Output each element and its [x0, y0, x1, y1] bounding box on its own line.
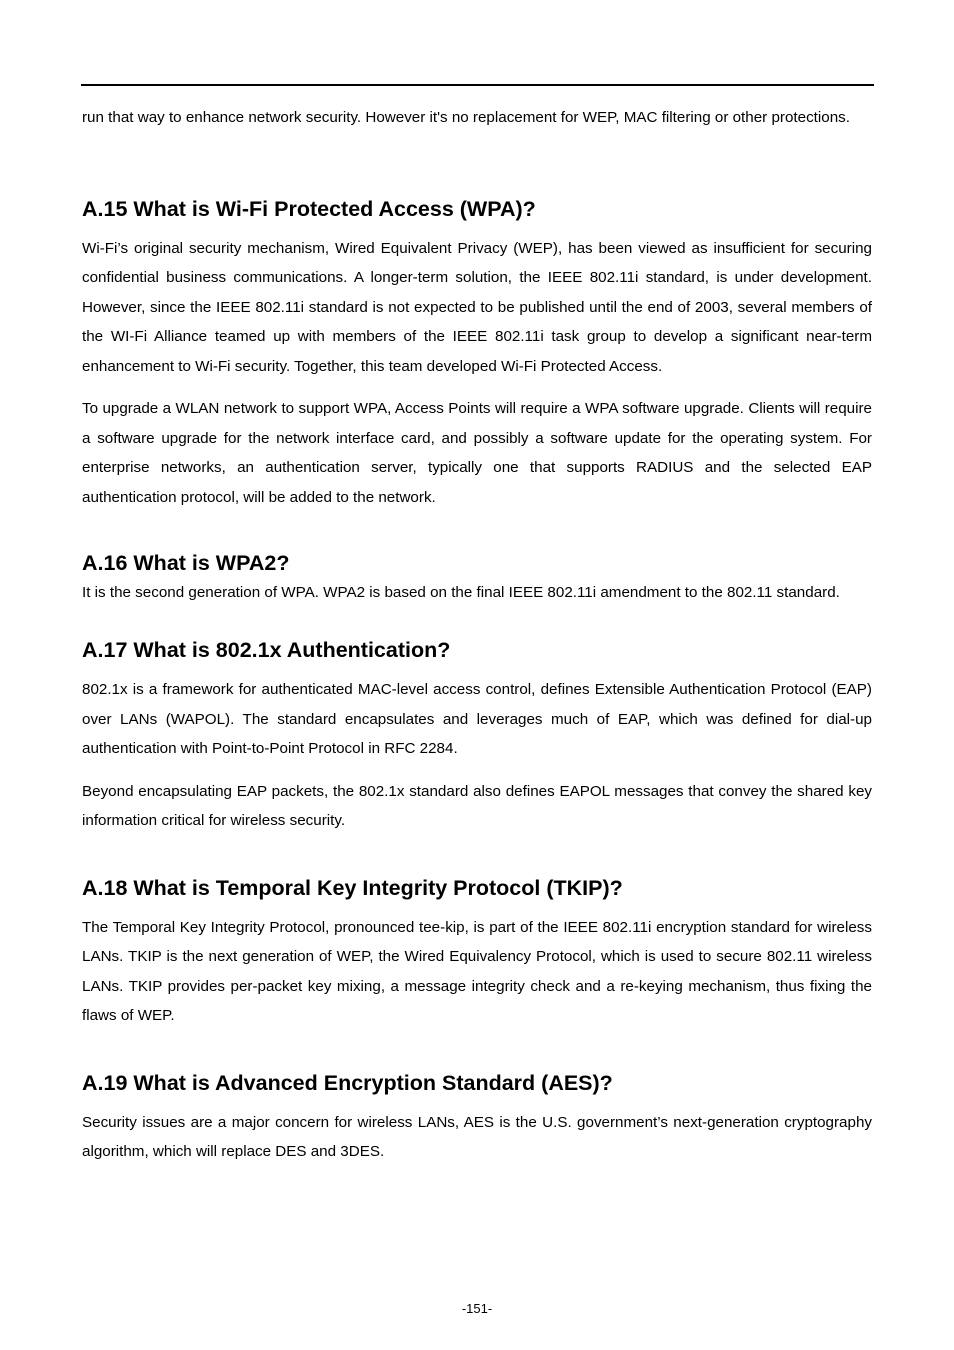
intro-paragraph: run that way to enhance network security. However it's no replacement for WEP, MAC filtering or other protections. — [82, 109, 850, 126]
section-8021x-paragraph-1: 802.1x is a framework for authenticated MAC-level access control, defines Extensible Authentication Protocol (EAP) over LANs (WAPOL). The standard encapsulates and leverages much of EAP, which was defined for dial-up authentication with Point-to-Point Protocol in RFC 2284. — [82, 681, 872, 757]
header-rule — [81, 84, 874, 86]
section-tkip-paragraph-1: The Temporal Key Integrity Protocol, pronounced tee-kip, is part of the IEEE 802.11i encryption standard for wireless LANs. TKIP is the next generation of WEP, the Wired Equivalency Protocol, which is used to secure 802.11 wireless LANs. TKIP provides per-packet key mixing, a message integrity check and a re-keying mechanism, thus fixing the flaws of WEP. — [82, 918, 872, 1024]
section-heading-tkip: A.18 What is Temporal Key Integrity Protocol (TKIP)? — [82, 875, 623, 900]
section-8021x-paragraph-2: Beyond encapsulating EAP packets, the 802.1x standard also defines EAPOL messages that convey the shared key information critical for wireless security. — [82, 782, 872, 829]
page-content — [82, 103, 872, 1167]
section-heading-wpa: A.15 What is Wi-Fi Protected Access (WPA)? — [82, 196, 536, 221]
section-wpa2-paragraph-1: It is the second generation of WPA. WPA2 is based on the final IEEE 802.11i amendment to the 802.11 standard. — [82, 584, 840, 601]
section-aes-paragraph-1: Security issues are a major concern for wireless LANs, AES is the U.S. government’s next-generation cryptography algorithm, which will replace DES and 3DES. — [82, 1113, 872, 1160]
page-number: -151- — [461, 1301, 493, 1316]
section-heading-wpa2: A.16 What is WPA2? — [82, 551, 290, 575]
section-wpa-paragraph-2: To upgrade a WLAN network to support WPA, Access Points will require a WPA software upgrade. Clients will require a software upgrade for the network interface card, and possibly a software update for the operating system. For enterprise networks, an authentication server, typically one that supports RADIUS and the selected EAP authentication protocol, will be added to the network. — [82, 400, 872, 506]
section-heading-aes: A.19 What is Advanced Encryption Standard (AES)? — [82, 1070, 613, 1095]
section-heading-8021x: A.17 What is 802.1x Authentication? — [82, 638, 451, 662]
section-wpa-paragraph-1: Wi-Fi’s original security mechanism, Wired Equivalent Privacy (WEP), has been viewed as insufficient for securing confidential business communications. A longer-term solution, the IEEE 802.11i standard, is under development. However, since the IEEE 802.11i standard is not expected to be published until the end of 2003, several members of the WI-Fi Alliance teamed up with members of the IEEE 802.11i task group to develop a significant near-term enhancement to Wi-Fi security. Together, this team developed Wi-Fi Protected Access. — [82, 239, 872, 375]
